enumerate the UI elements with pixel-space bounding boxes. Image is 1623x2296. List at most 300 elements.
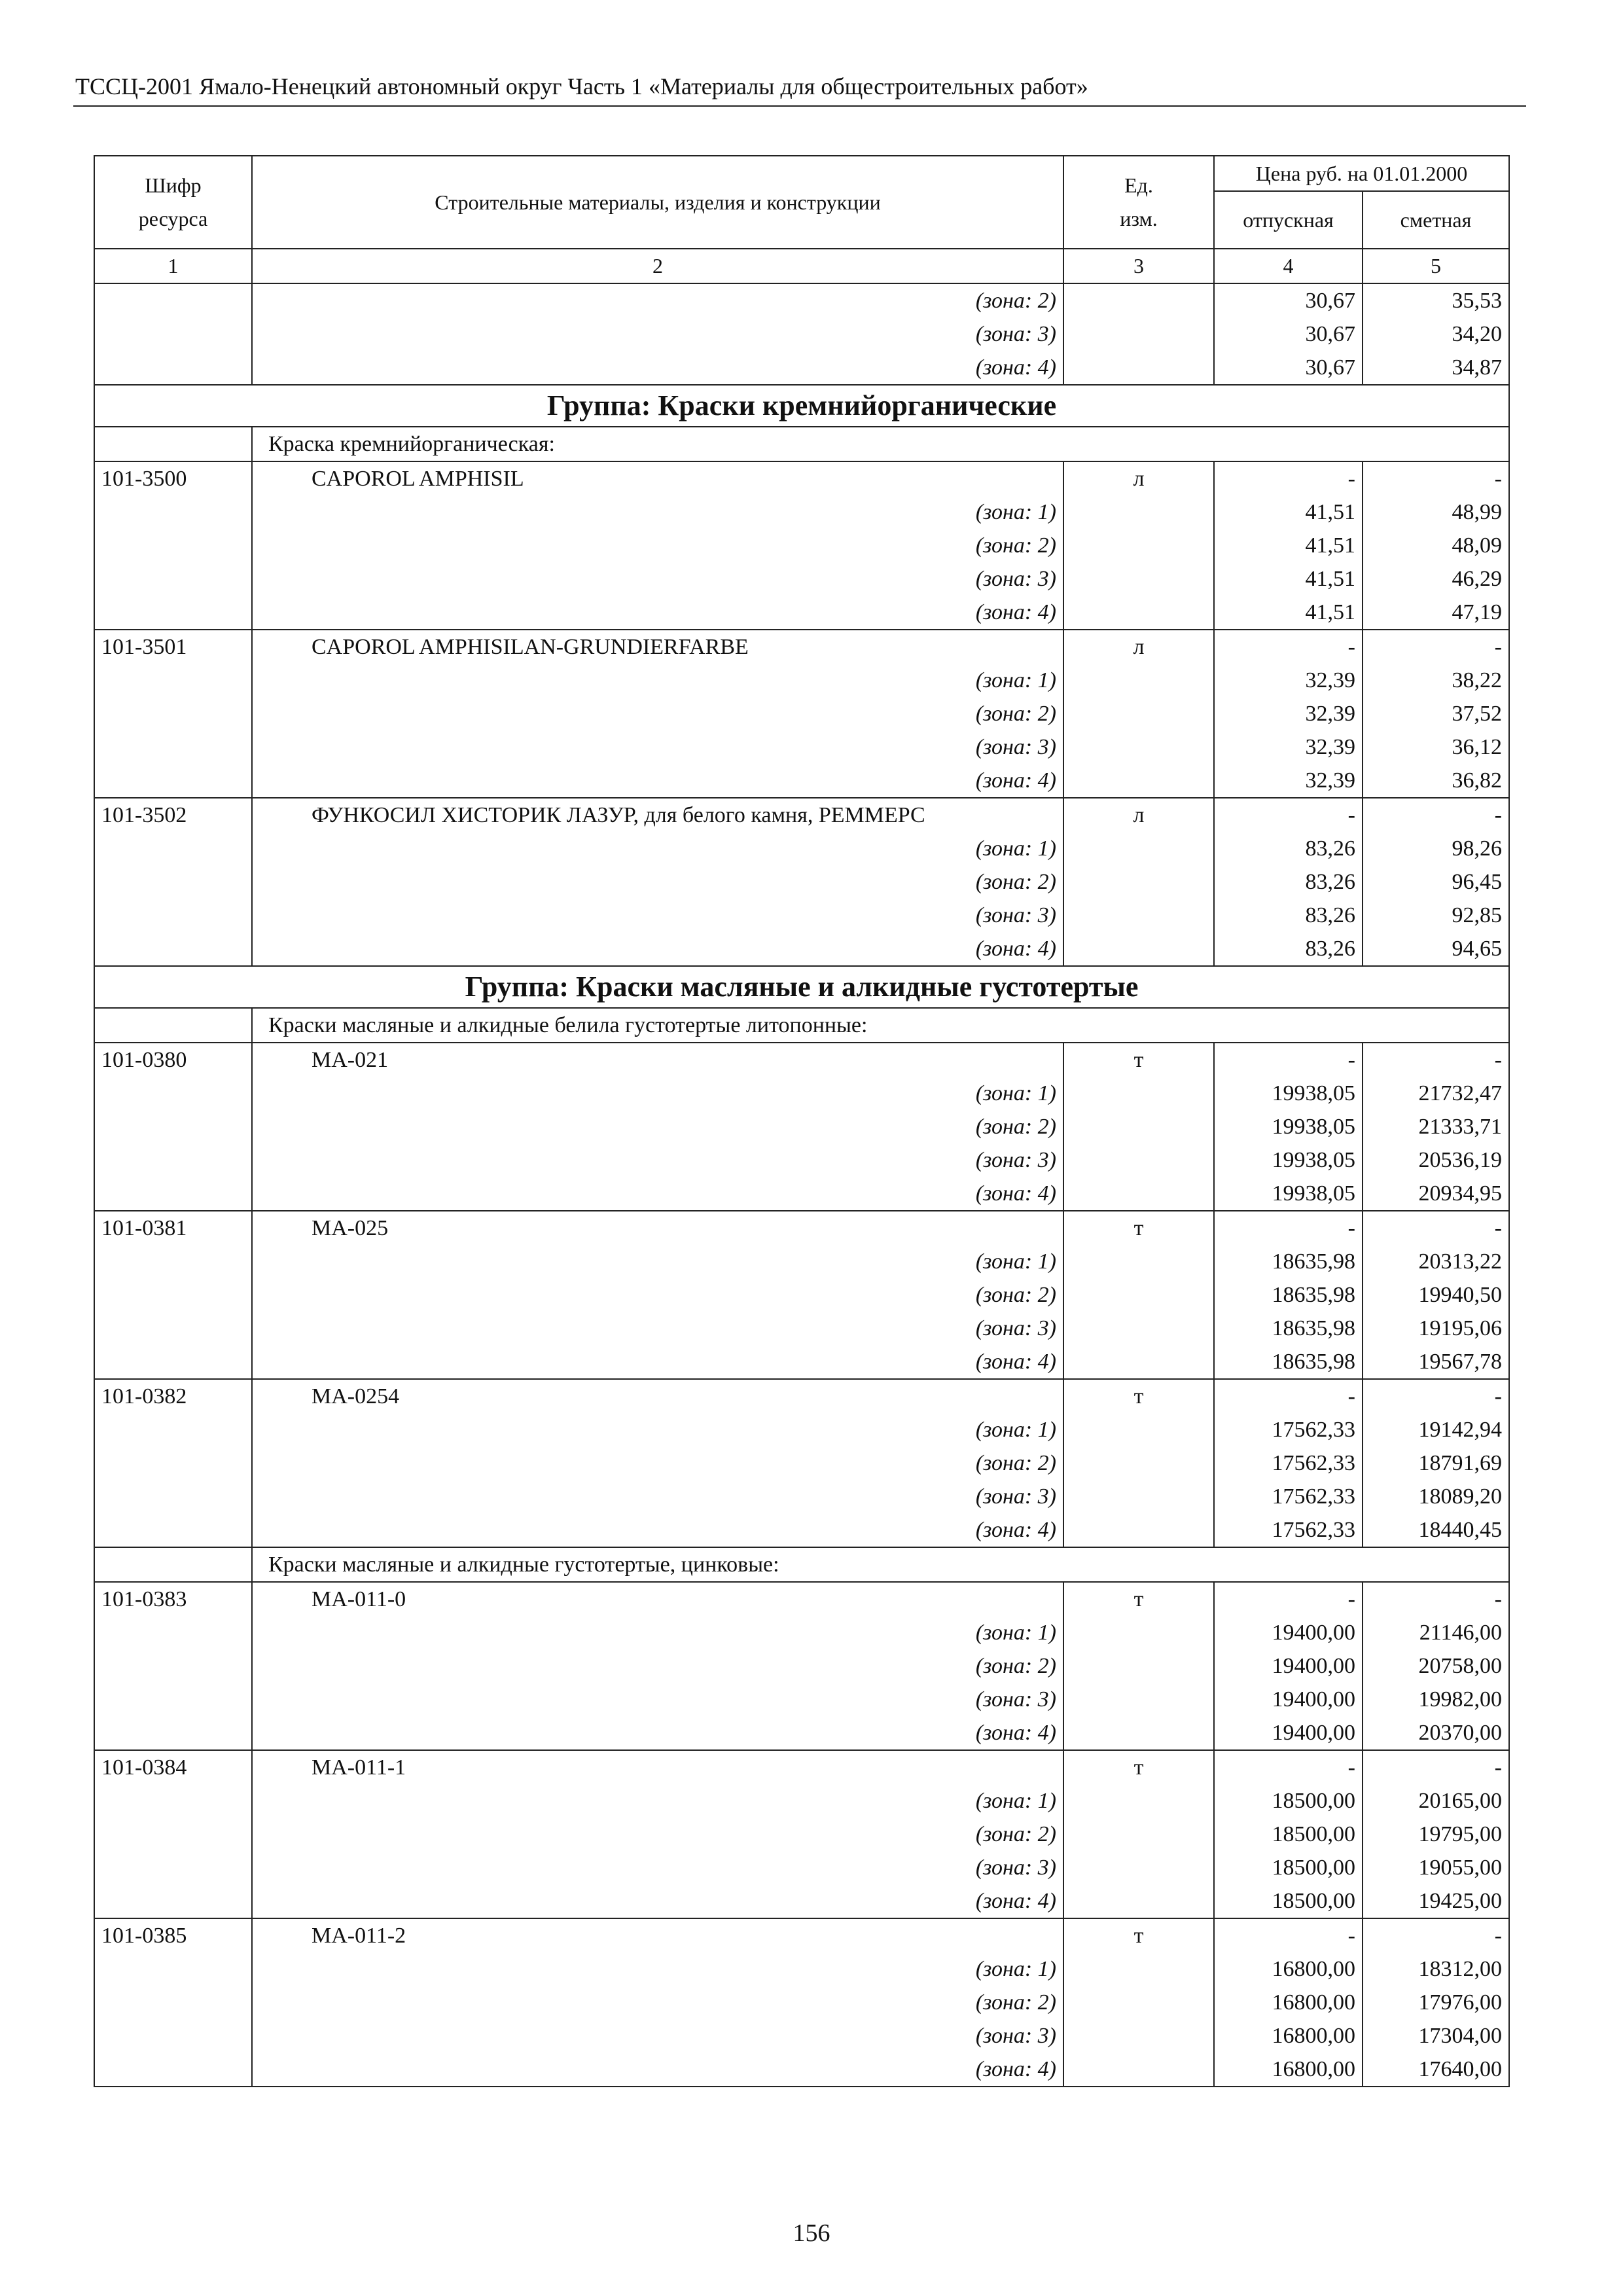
- table-row-item: [94, 1582, 1509, 1616]
- table-row-zone: [94, 495, 1509, 529]
- estimate-price: 19195,06: [1363, 1312, 1509, 1345]
- group-title-row: [94, 966, 1509, 1008]
- unit-cell: [1063, 730, 1214, 764]
- table-row-zone: [94, 1177, 1509, 1211]
- resource-code: 101-3502: [94, 798, 252, 832]
- zone-label: (зона: 2): [252, 1110, 1063, 1143]
- group-title-row: [94, 385, 1509, 427]
- zone-label: (зона: 1): [252, 664, 1063, 697]
- zone-label: (зона: 4): [252, 1884, 1063, 1918]
- zone-label: (зона: 1): [252, 1077, 1063, 1110]
- table-row-item: [94, 798, 1509, 832]
- unit-cell: л: [1063, 798, 1214, 832]
- zone-label: (зона: 2): [252, 1986, 1063, 2019]
- code-cell: [94, 1784, 252, 1818]
- material-name: МА-011-0: [252, 1582, 1063, 1616]
- zone-label: (зона: 2): [252, 529, 1063, 562]
- column-number: 2: [252, 249, 1063, 283]
- release-price: 18500,00: [1214, 1851, 1363, 1884]
- estimate-price: 17304,00: [1363, 2019, 1509, 2053]
- unit-cell: л: [1063, 630, 1214, 664]
- code-cell: [94, 1110, 252, 1143]
- resource-code: 101-0380: [94, 1043, 252, 1077]
- code-cell: [94, 317, 252, 351]
- release-price: 18500,00: [1214, 1818, 1363, 1851]
- estimate-price: 38,22: [1363, 664, 1509, 697]
- table-row-zone: [94, 1716, 1509, 1750]
- code-cell: [94, 1851, 252, 1884]
- code-cell: [94, 283, 252, 317]
- estimate-price: -: [1363, 461, 1509, 495]
- estimate-price: 34,20: [1363, 317, 1509, 351]
- table-row-item: [94, 1750, 1509, 1784]
- unit-cell: [1063, 1851, 1214, 1884]
- estimate-price: 21333,71: [1363, 1110, 1509, 1143]
- subgroup-title: Краски масляные и алкидные густотертые, цинковые:: [252, 1547, 1509, 1582]
- column-number: 4: [1214, 249, 1363, 283]
- estimate-price: 47,19: [1363, 596, 1509, 630]
- group-title: Группа: Краски кремнийорганические: [94, 385, 1509, 427]
- code-cell: [94, 1649, 252, 1683]
- column-number: 5: [1363, 249, 1509, 283]
- subgroup-title-row: [94, 1547, 1509, 1582]
- release-price: 32,39: [1214, 764, 1363, 798]
- table-row-zone: [94, 596, 1509, 630]
- code-cell: [94, 1683, 252, 1716]
- resource-code: 101-0382: [94, 1379, 252, 1413]
- code-cell: [94, 1716, 252, 1750]
- unit-cell: л: [1063, 461, 1214, 495]
- table-row-item: [94, 1379, 1509, 1413]
- subgroup-title: Краска кремнийорганическая:: [252, 427, 1509, 461]
- estimate-price: -: [1363, 798, 1509, 832]
- zone-label: (зона: 3): [252, 730, 1063, 764]
- release-price: -: [1214, 1750, 1363, 1784]
- table-row-zone: [94, 1245, 1509, 1278]
- estimate-price: 36,82: [1363, 764, 1509, 798]
- zone-label: (зона: 3): [252, 562, 1063, 596]
- header-rule: [73, 105, 1526, 107]
- zone-label: (зона: 4): [252, 932, 1063, 966]
- estimate-price: 19425,00: [1363, 1884, 1509, 1918]
- unit-cell: [1063, 664, 1214, 697]
- unit-cell: т: [1063, 1750, 1214, 1784]
- unit-cell: т: [1063, 1582, 1214, 1616]
- estimate-price: -: [1363, 630, 1509, 664]
- table-row-zone: [94, 764, 1509, 798]
- release-price: 41,51: [1214, 529, 1363, 562]
- unit-cell: [1063, 832, 1214, 865]
- table-row-zone: [94, 1446, 1509, 1480]
- unit-cell: [1063, 899, 1214, 932]
- release-price: 19400,00: [1214, 1649, 1363, 1683]
- table-row-item: [94, 1918, 1509, 1952]
- release-price: -: [1214, 1379, 1363, 1413]
- estimate-price: 34,87: [1363, 351, 1509, 385]
- table-row-zone: [94, 1513, 1509, 1547]
- release-price: 83,26: [1214, 899, 1363, 932]
- estimate-price: 19982,00: [1363, 1683, 1509, 1716]
- unit-cell: [1063, 2019, 1214, 2053]
- estimate-price: 21732,47: [1363, 1077, 1509, 1110]
- document-header: ТССЦ-2001 Ямало-Ненецкий автономный округ Часть 1 «Материалы для общестроительных работ»: [75, 73, 1088, 99]
- table-body: [94, 283, 1509, 2087]
- estimate-price: 18312,00: [1363, 1952, 1509, 1986]
- table-row-zone: [94, 529, 1509, 562]
- estimate-price: 18440,45: [1363, 1513, 1509, 1547]
- unit-cell: [1063, 932, 1214, 966]
- zone-label: (зона: 1): [252, 1616, 1063, 1649]
- table-row-zone: [94, 2019, 1509, 2053]
- estimate-price: -: [1363, 1211, 1509, 1245]
- unit-cell: т: [1063, 1379, 1214, 1413]
- unit-cell: [1063, 1077, 1214, 1110]
- column-number: 1: [94, 249, 252, 283]
- resource-code: 101-3500: [94, 461, 252, 495]
- column-header-release-price: отпускная: [1214, 191, 1363, 249]
- code-cell: [94, 529, 252, 562]
- code-cell: [94, 1077, 252, 1110]
- release-price: 19400,00: [1214, 1716, 1363, 1750]
- column-number-row: [94, 249, 1509, 283]
- unit-cell: [1063, 1818, 1214, 1851]
- zone-label: (зона: 4): [252, 596, 1063, 630]
- release-price: 19400,00: [1214, 1616, 1363, 1649]
- unit-cell: [1063, 865, 1214, 899]
- code-cell: [94, 932, 252, 966]
- zone-label: (зона: 3): [252, 1480, 1063, 1513]
- column-number: 3: [1063, 249, 1214, 283]
- estimate-price: 46,29: [1363, 562, 1509, 596]
- column-header-name: Строительные материалы, изделия и конструкции: [252, 156, 1063, 249]
- estimate-price: 19940,50: [1363, 1278, 1509, 1312]
- table-row-zone: [94, 1143, 1509, 1177]
- subgroup-title-row: [94, 427, 1509, 461]
- unit-cell: [1063, 1513, 1214, 1547]
- release-price: 41,51: [1214, 495, 1363, 529]
- zone-label: (зона: 4): [252, 1716, 1063, 1750]
- release-price: 32,39: [1214, 697, 1363, 730]
- zone-label: (зона: 4): [252, 1345, 1063, 1379]
- table-row-zone: [94, 1278, 1509, 1312]
- material-name: МА-011-1: [252, 1750, 1063, 1784]
- material-name: ФУНКОСИЛ ХИСТОРИК ЛАЗУР, для белого камня, РЕММЕРС: [252, 798, 1063, 832]
- release-price: 30,67: [1214, 351, 1363, 385]
- unit-cell: [1063, 1784, 1214, 1818]
- table-row-zone: [94, 1884, 1509, 1918]
- release-price: 18635,98: [1214, 1278, 1363, 1312]
- unit-cell: [1063, 495, 1214, 529]
- code-cell: [94, 1884, 252, 1918]
- code-cell: [94, 427, 252, 461]
- zone-label: (зона: 3): [252, 1312, 1063, 1345]
- material-name: МА-025: [252, 1211, 1063, 1245]
- estimate-price: 21146,00: [1363, 1616, 1509, 1649]
- release-price: 18635,98: [1214, 1312, 1363, 1345]
- zone-label: (зона: 2): [252, 1649, 1063, 1683]
- code-cell: [94, 351, 252, 385]
- release-price: 41,51: [1214, 596, 1363, 630]
- subgroup-title: Краски масляные и алкидные белила густотертые литопонные:: [252, 1008, 1509, 1043]
- zone-label: (зона: 1): [252, 495, 1063, 529]
- table-row-zone: [94, 865, 1509, 899]
- resource-code: 101-3501: [94, 630, 252, 664]
- estimate-price: -: [1363, 1750, 1509, 1784]
- unit-cell: [1063, 1716, 1214, 1750]
- column-header-price: Цена руб. на 01.01.2000: [1214, 156, 1509, 191]
- code-cell: [94, 562, 252, 596]
- unit-cell: [1063, 351, 1214, 385]
- release-price: 16800,00: [1214, 2053, 1363, 2087]
- table-row-zone: [94, 351, 1509, 385]
- unit-cell: [1063, 1413, 1214, 1446]
- table-row-item: [94, 630, 1509, 664]
- estimate-price: 37,52: [1363, 697, 1509, 730]
- release-price: 18635,98: [1214, 1345, 1363, 1379]
- code-cell: [94, 1278, 252, 1312]
- estimate-price: 19055,00: [1363, 1851, 1509, 1884]
- zone-label: (зона: 1): [252, 1245, 1063, 1278]
- table-row-zone: [94, 2053, 1509, 2087]
- code-cell: [94, 1480, 252, 1513]
- release-price: 19938,05: [1214, 1077, 1363, 1110]
- zone-label: (зона: 3): [252, 1851, 1063, 1884]
- code-cell: [94, 730, 252, 764]
- release-price: -: [1214, 1582, 1363, 1616]
- table-row-zone: [94, 1683, 1509, 1716]
- estimate-price: 18791,69: [1363, 1446, 1509, 1480]
- zone-label: (зона: 4): [252, 1177, 1063, 1211]
- resource-code: 101-0381: [94, 1211, 252, 1245]
- unit-cell: [1063, 1245, 1214, 1278]
- estimate-price: 20934,95: [1363, 1177, 1509, 1211]
- table-row-zone: [94, 1784, 1509, 1818]
- code-cell: [94, 495, 252, 529]
- code-cell: [94, 1345, 252, 1379]
- zone-label: (зона: 2): [252, 1446, 1063, 1480]
- release-price: 19938,05: [1214, 1110, 1363, 1143]
- table-row-zone: [94, 1616, 1509, 1649]
- unit-cell: [1063, 1952, 1214, 1986]
- resource-code: 101-0383: [94, 1582, 252, 1616]
- table-row-zone: [94, 317, 1509, 351]
- group-title: Группа: Краски масляные и алкидные густотертые: [94, 966, 1509, 1008]
- table-row-zone: [94, 1952, 1509, 1986]
- unit-cell: [1063, 1446, 1214, 1480]
- estimate-price: 19567,78: [1363, 1345, 1509, 1379]
- release-price: 30,67: [1214, 317, 1363, 351]
- material-name: CAPOROL AMPHISILAN-GRUNDIERFARBE: [252, 630, 1063, 664]
- subgroup-title-row: [94, 1008, 1509, 1043]
- unit-cell: т: [1063, 1043, 1214, 1077]
- table-row-zone: [94, 283, 1509, 317]
- code-cell: [94, 664, 252, 697]
- estimate-price: 17976,00: [1363, 1986, 1509, 2019]
- zone-label: (зона: 4): [252, 351, 1063, 385]
- zone-label: (зона: 3): [252, 317, 1063, 351]
- estimate-price: 94,65: [1363, 932, 1509, 966]
- estimate-price: -: [1363, 1043, 1509, 1077]
- estimate-price: 92,85: [1363, 899, 1509, 932]
- release-price: -: [1214, 461, 1363, 495]
- release-price: 83,26: [1214, 865, 1363, 899]
- unit-cell: [1063, 1616, 1214, 1649]
- estimate-price: 19142,94: [1363, 1413, 1509, 1446]
- column-header-unit: Ед. изм.: [1063, 156, 1214, 249]
- table-row-zone: [94, 1986, 1509, 2019]
- code-cell: [94, 1177, 252, 1211]
- estimate-price: 20313,22: [1363, 1245, 1509, 1278]
- column-header-code: Шифр ресурса: [94, 156, 252, 249]
- table-row-zone: [94, 1312, 1509, 1345]
- release-price: 19938,05: [1214, 1177, 1363, 1211]
- unit-cell: [1063, 529, 1214, 562]
- release-price: -: [1214, 1043, 1363, 1077]
- release-price: 18500,00: [1214, 1884, 1363, 1918]
- table-row-zone: [94, 1110, 1509, 1143]
- release-price: 16800,00: [1214, 1986, 1363, 2019]
- release-price: 17562,33: [1214, 1413, 1363, 1446]
- estimate-price: 48,99: [1363, 495, 1509, 529]
- code-cell: [94, 865, 252, 899]
- table-row-item: [94, 1043, 1509, 1077]
- unit-cell: [1063, 1683, 1214, 1716]
- release-price: 41,51: [1214, 562, 1363, 596]
- zone-label: (зона: 2): [252, 697, 1063, 730]
- code-cell: [94, 1143, 252, 1177]
- code-cell: [94, 1547, 252, 1582]
- table-row-zone: [94, 664, 1509, 697]
- table-row-zone: [94, 1077, 1509, 1110]
- material-name: МА-011-2: [252, 1918, 1063, 1952]
- code-cell: [94, 1245, 252, 1278]
- table-row-zone: [94, 730, 1509, 764]
- release-price: 17562,33: [1214, 1513, 1363, 1547]
- material-name: МА-021: [252, 1043, 1063, 1077]
- table-row-zone: [94, 1649, 1509, 1683]
- column-header-estimate-price: сметная: [1363, 191, 1509, 249]
- zone-label: (зона: 4): [252, 2053, 1063, 2087]
- resource-code: 101-0385: [94, 1918, 252, 1952]
- zone-label: (зона: 3): [252, 1143, 1063, 1177]
- release-price: 17562,33: [1214, 1446, 1363, 1480]
- unit-cell: [1063, 1278, 1214, 1312]
- estimate-price: 96,45: [1363, 865, 1509, 899]
- code-cell: [94, 1413, 252, 1446]
- release-price: 19400,00: [1214, 1683, 1363, 1716]
- unit-cell: [1063, 283, 1214, 317]
- table-row-zone: [94, 697, 1509, 730]
- table-row-zone: [94, 1818, 1509, 1851]
- code-cell: [94, 596, 252, 630]
- zone-label: (зона: 3): [252, 2019, 1063, 2053]
- estimate-price: 20370,00: [1363, 1716, 1509, 1750]
- unit-cell: [1063, 764, 1214, 798]
- estimate-price: 98,26: [1363, 832, 1509, 865]
- estimate-price: 20758,00: [1363, 1649, 1509, 1683]
- zone-label: (зона: 3): [252, 1683, 1063, 1716]
- code-cell: [94, 832, 252, 865]
- release-price: 18635,98: [1214, 1245, 1363, 1278]
- code-cell: [94, 1818, 252, 1851]
- material-name: CAPOROL AMPHISIL: [252, 461, 1063, 495]
- release-price: 32,39: [1214, 730, 1363, 764]
- release-price: 19938,05: [1214, 1143, 1363, 1177]
- zone-label: (зона: 2): [252, 865, 1063, 899]
- zone-label: (зона: 1): [252, 1952, 1063, 1986]
- table-row-zone: [94, 932, 1509, 966]
- zone-label: (зона: 2): [252, 283, 1063, 317]
- table-row-zone: [94, 562, 1509, 596]
- unit-cell: [1063, 1143, 1214, 1177]
- code-cell: [94, 1312, 252, 1345]
- material-name: МА-0254: [252, 1379, 1063, 1413]
- table-head-row: [94, 156, 1509, 191]
- estimate-price: 17640,00: [1363, 2053, 1509, 2087]
- estimate-price: -: [1363, 1582, 1509, 1616]
- zone-label: (зона: 4): [252, 764, 1063, 798]
- estimate-price: 19795,00: [1363, 1818, 1509, 1851]
- release-price: -: [1214, 630, 1363, 664]
- code-cell: [94, 764, 252, 798]
- release-price: 17562,33: [1214, 1480, 1363, 1513]
- release-price: -: [1214, 798, 1363, 832]
- unit-cell: [1063, 1177, 1214, 1211]
- table-row-item: [94, 461, 1509, 495]
- unit-cell: [1063, 317, 1214, 351]
- zone-label: (зона: 3): [252, 899, 1063, 932]
- table-row-zone: [94, 1413, 1509, 1446]
- unit-cell: [1063, 562, 1214, 596]
- code-cell: [94, 1446, 252, 1480]
- unit-cell: [1063, 596, 1214, 630]
- estimate-price: -: [1363, 1918, 1509, 1952]
- release-price: 16800,00: [1214, 2019, 1363, 2053]
- estimate-price: 18089,20: [1363, 1480, 1509, 1513]
- estimate-price: 48,09: [1363, 529, 1509, 562]
- unit-cell: т: [1063, 1211, 1214, 1245]
- code-cell: [94, 1986, 252, 2019]
- unit-cell: т: [1063, 1918, 1214, 1952]
- zone-label: (зона: 4): [252, 1513, 1063, 1547]
- release-price: 30,67: [1214, 283, 1363, 317]
- estimate-price: 35,53: [1363, 283, 1509, 317]
- unit-cell: [1063, 1345, 1214, 1379]
- unit-cell: [1063, 1884, 1214, 1918]
- release-price: 16800,00: [1214, 1952, 1363, 1986]
- zone-label: (зона: 1): [252, 832, 1063, 865]
- code-cell: [94, 899, 252, 932]
- page-number: 156: [793, 2219, 830, 2247]
- code-cell: [94, 2053, 252, 2087]
- zone-label: (зона: 1): [252, 1784, 1063, 1818]
- release-price: 32,39: [1214, 664, 1363, 697]
- unit-cell: [1063, 1480, 1214, 1513]
- table-row-zone: [94, 832, 1509, 865]
- release-price: -: [1214, 1211, 1363, 1245]
- code-cell: [94, 1952, 252, 1986]
- unit-cell: [1063, 2053, 1214, 2087]
- code-cell: [94, 1513, 252, 1547]
- code-cell: [94, 697, 252, 730]
- table-row-zone: [94, 1480, 1509, 1513]
- estimate-price: 20536,19: [1363, 1143, 1509, 1177]
- unit-cell: [1063, 1649, 1214, 1683]
- zone-label: (зона: 2): [252, 1278, 1063, 1312]
- price-table: [94, 155, 1510, 2087]
- unit-cell: [1063, 1312, 1214, 1345]
- zone-label: (зона: 2): [252, 1818, 1063, 1851]
